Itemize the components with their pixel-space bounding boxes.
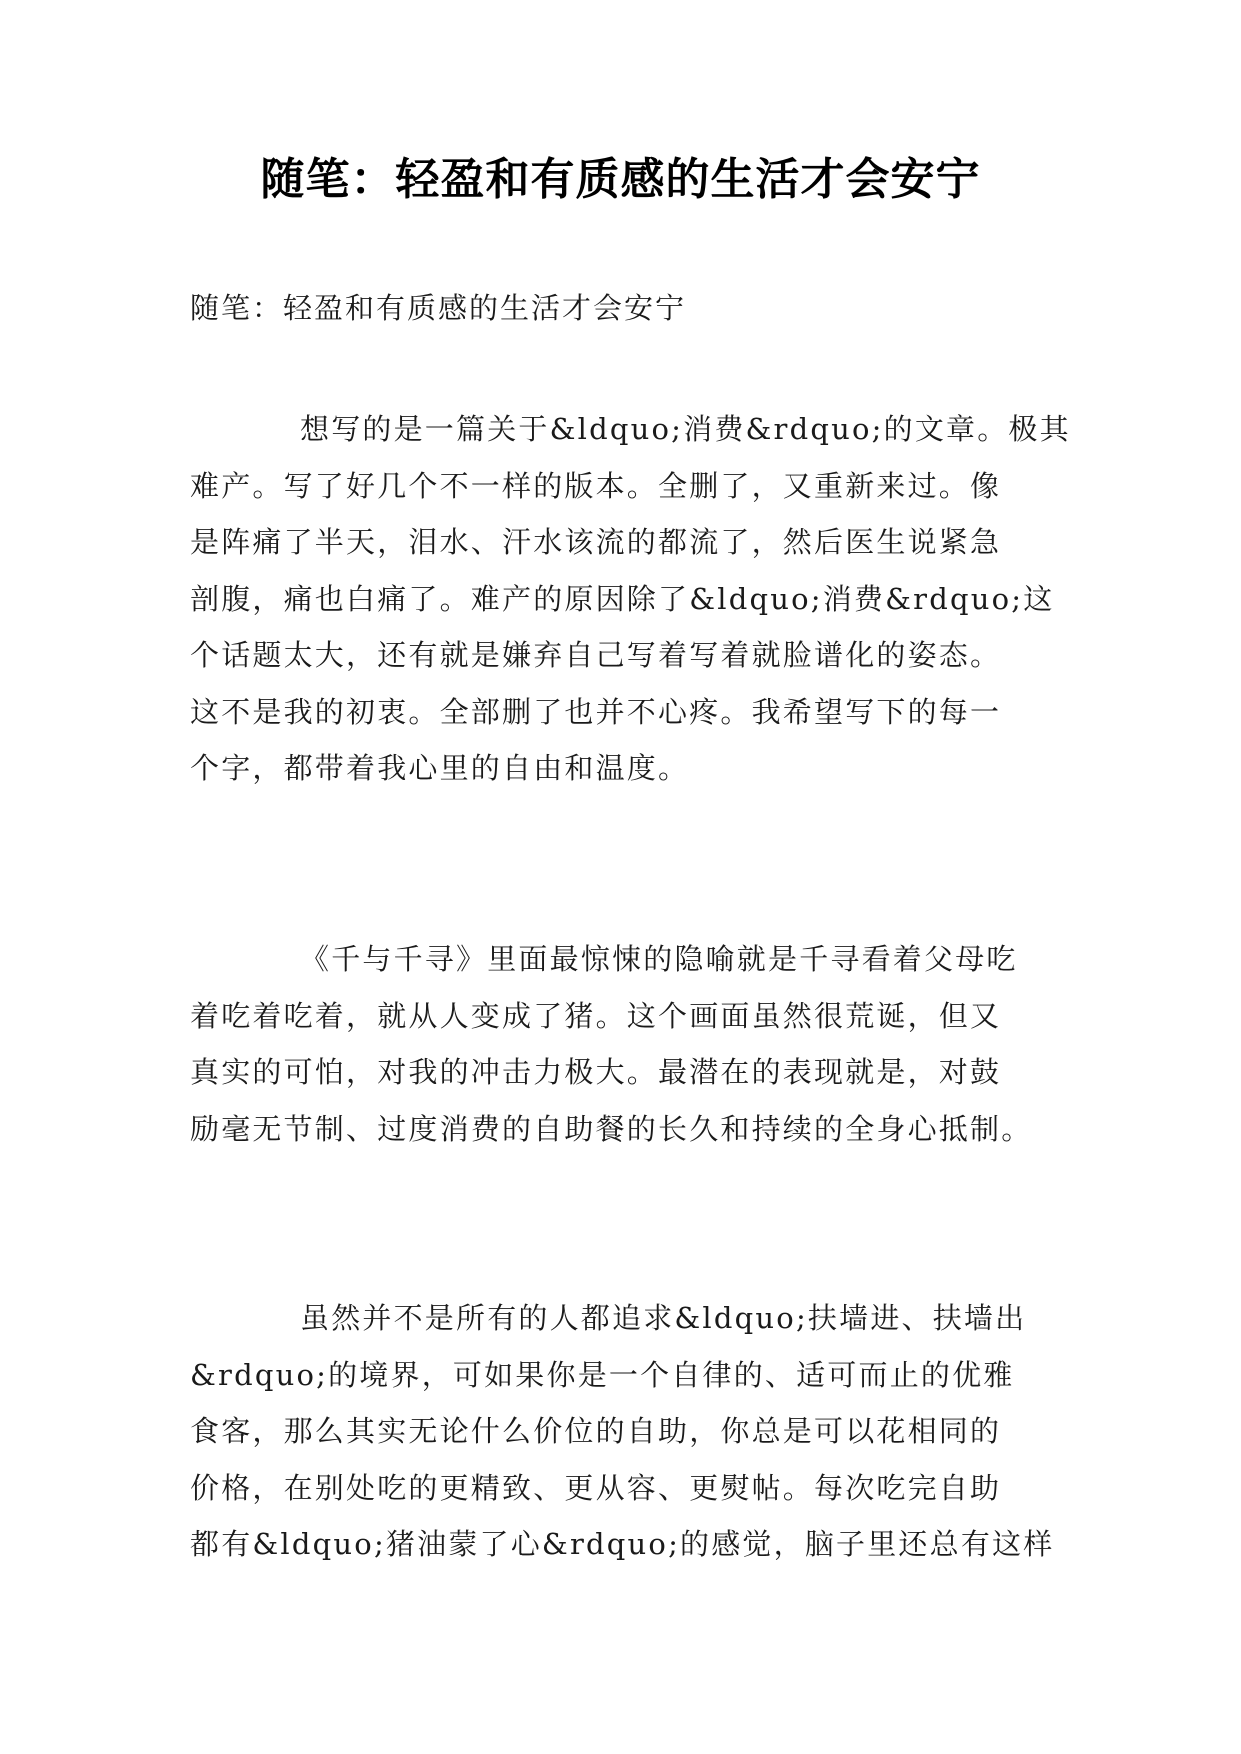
- paragraph-line: 真实的可怕，对我的冲击力极大。最潜在的表现就是，对鼓: [190, 1055, 1002, 1089]
- paragraph-line: 是阵痛了半天，泪水、汗水该流的都流了，然后医生说紧急: [190, 525, 1002, 559]
- paragraph-line: 个话题太大，还有就是嫌弃自己写着写着就脸谱化的姿态。: [190, 638, 1002, 672]
- paragraph-line: 着吃着吃着，就从人变成了猪。这个画面虽然很荒诞，但又: [190, 998, 1002, 1033]
- paragraph-line: 想写的是一篇关于&ldquo;消费&rdquo;的文章。极其: [300, 412, 1071, 446]
- paragraph-line: 个字，都带着我心里的自由和温度。: [190, 751, 690, 785]
- paragraph-line: 剖腹，痛也白痛了。难产的原因除了&ldquo;消费&rdquo;这: [190, 581, 1055, 616]
- paragraph-line: 难产。写了好几个不一样的版本。全删了，又重新来过。像: [190, 468, 1002, 503]
- paragraph-3: [190, 1298, 1070, 1581]
- paragraph-line: 食客，那么其实无论什么价位的自助，你总是可以花相同的: [190, 1414, 1002, 1448]
- paragraph-line: 虽然并不是所有的人都追求&ldquo;扶墙进、扶墙出: [300, 1301, 1027, 1335]
- paragraph-line: 这不是我的初衷。全部删了也并不心疼。我希望写下的每一: [190, 694, 1002, 729]
- paragraph-line: 都有&ldquo;猪油蒙了心&rdquo;的感觉，脑子里还总有这样: [190, 1527, 1055, 1561]
- paragraph-line: &rdquo;的境界，可如果你是一个自律的、适可而止的优雅: [190, 1357, 1015, 1392]
- paragraph-2: [190, 939, 1070, 1165]
- document-subtitle: 随笔：轻盈和有质感的生活才会安宁: [190, 291, 687, 325]
- paragraph-line: 励毫无节制、过度消费的自助餐的长久和持续的全身心抵制。: [190, 1111, 1033, 1146]
- paragraph-line: 价格，在别处吃的更精致、更从容、更熨帖。每次吃完自助: [190, 1470, 1002, 1505]
- paragraph-1: [190, 409, 1070, 805]
- document-title: 随笔：轻盈和有质感的生活才会安宁: [260, 154, 981, 205]
- paragraph-line: 《千与千寻》里面最惊悚的隐喻就是千寻看着父母吃: [300, 942, 1018, 976]
